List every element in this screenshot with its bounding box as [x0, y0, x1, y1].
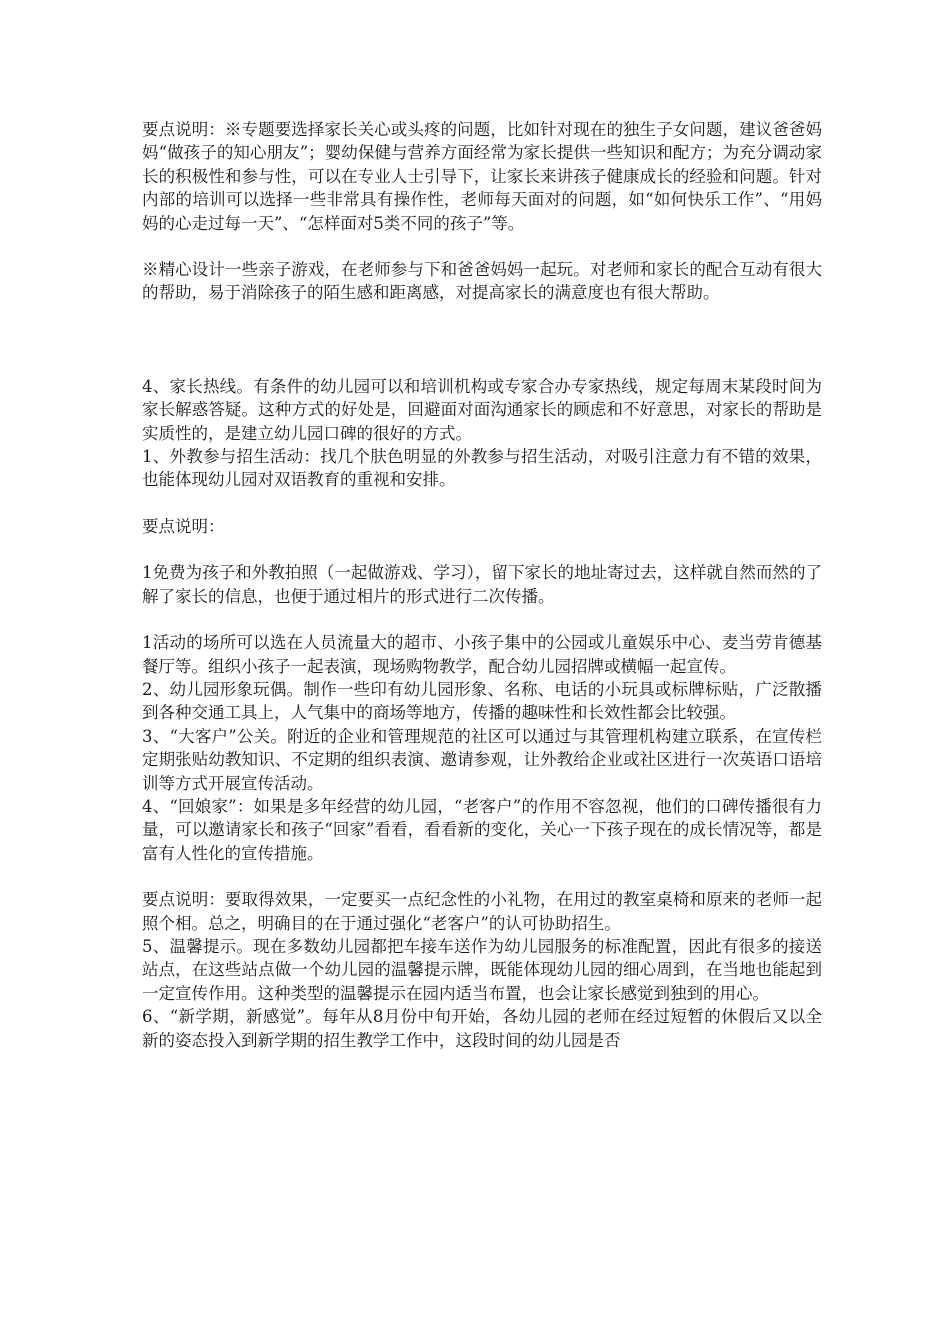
paragraph-free-photos: 1免费为孩子和外教拍照（一起做游戏、学习），留下家长的地址寄过去，这样就自然而然的了解了家长的信息，也便于通过相片的形式进行二次传播。: [142, 563, 822, 606]
paragraph-activity-venues: 1活动的场所可以选在人员流量大的超市、小孩子集中的公园或儿童娱乐中心、麦当劳肯德基餐厅等。组织小孩子一起表演，现场购物教学，配合幼儿园招牌或横幅一起宣传。: [142, 633, 822, 676]
paragraph-key-points-topics: 要点说明：※专题要选择家长关心或头疼的问题，比如针对现在的独生子女问题，建议爸爸妈妈“做孩子的知心朋友”；婴幼保健与营养方面经常为家长提供一些知识和配方；为充分调动家长的积极性和参与性，可以在专业人士引导下，让家长来讲孩子健康成长的经验和问题。针对内部的培训可以选择一些非常具有操作性，老师每天面对的问题，如“如何快乐工作”、“用妈妈的心走过每一天”、“怎样面对5类不同的孩子”等。: [142, 120, 822, 233]
paragraph-mascot-toys: 2、幼儿园形象玩偶。制作一些印有幼儿园形象、名称、电话的小玩具或标牌标贴，广泛散播到各种交通工具上，人气集中的商场等地方，传播的趣味性和长效性都会比较强。: [142, 679, 822, 723]
paragraph-key-points-gifts: 要点说明：要取得效果，一定要买一点纪念性的小礼物，在用过的教室桌椅和原来的老师一起照个相。总之，明确目的在于通过强化“老客户”的认可协助招生。: [142, 890, 822, 933]
paragraph-big-client-pr: 3、“大客户”公关。附近的企业和管理规范的社区可以通过与其管理机构建立联系，在宣传栏定期张贴幼教知识、不定期的组织表演、邀请参观，让外教给企业或社区进行一次英语口语培训等方式开展宣传活动。: [142, 726, 822, 793]
document-body: [142, 118, 822, 1052]
paragraph-parent-child-games: ※精心设计一些亲子游戏，在老师参与下和爸爸妈妈一起玩。对老师和家长的配合互动有很大的帮助，易于消除孩子的陌生感和距离感，对提高家长的满意度也有很大帮助。: [142, 260, 822, 303]
paragraph-parent-hotline: 4、家长热线。有条件的幼儿园可以和培训机构或专家合办专家热线，规定每周末某段时间为家长解惑答疑。这种方式的好处是，回避面对面沟通家长的顾虑和不好意思，对家长的帮助是实质性的，是建立幼儿园口碑的很好的方式。: [142, 376, 822, 443]
paragraph-foreign-teacher-activity: 1、外教参与招生活动：找几个肤色明显的外教参与招生活动，对吸引注意力有不错的效果，也能体现幼儿园对双语教育的重视和安排。: [142, 447, 822, 490]
paragraph-new-semester: 6、“新学期，新感觉”。每年从8月份中旬开始，各幼儿园的老师在经过短暂的休假后又以全新的姿态投入到新学期的招生教学工作中，这段时间的幼儿园是否: [142, 1007, 822, 1050]
paragraph-warm-reminder: 5、温馨提示。现在多数幼儿园都把车接车送作为幼儿园服务的标准配置，因此有很多的接送站点，在这些站点做一个幼儿园的温馨提示牌，既能体现幼儿园的细心周到，在当地也能起到一定宣传作用。这种类型的温馨提示在园内适当布置，也会让家长感觉到独到的用心。: [142, 936, 822, 1003]
paragraph-homecoming: 4、“回娘家”：如果是多年经营的幼儿园，“老客户”的作用不容忽视，他们的口碑传播很有力量，可以邀请家长和孩子“回家”看看，看看新的变化，关心一下孩子现在的成长情况等，都是富有人性化的宣传措施。: [142, 796, 822, 863]
paragraph-key-points-heading: 要点说明：: [142, 516, 225, 536]
